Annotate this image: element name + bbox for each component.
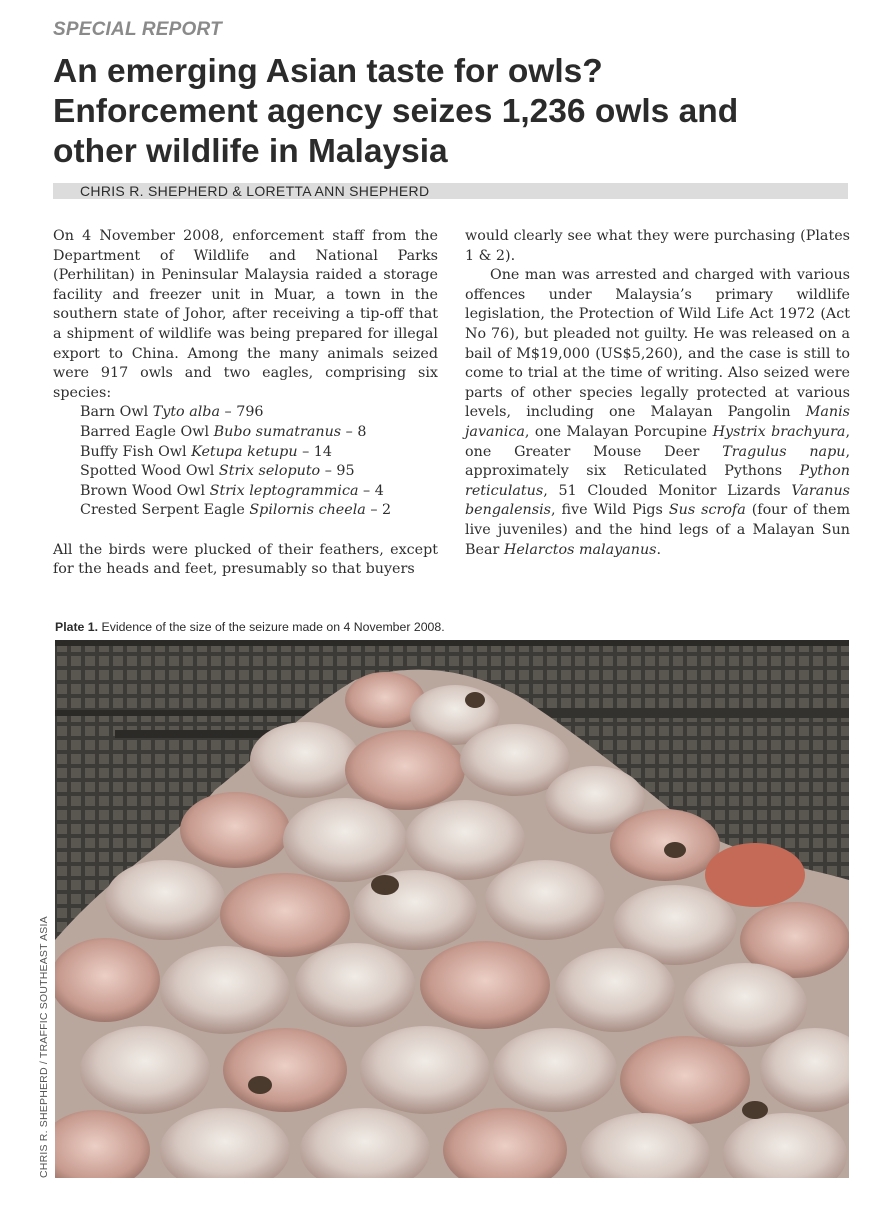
seizure-photo: [55, 640, 849, 1178]
photo-credit: CHRIS R. SHEPHERD / TRAFFIC SOUTHEAST ASIA: [38, 916, 50, 1178]
byline: CHRIS R. SHEPHERD & LORETTA ANN SHEPHERD: [80, 183, 430, 199]
intro-paragraph: On 4 November 2008, enforcement staff from the Department of Wildlife and National Parks (Perhilitan) in Peninsular Malaysia raided a storage facility and freezer unit in Muar, a town in the southern state of Johor, after receiving a tip-off that a shipment of wildlife was being prepared for illegal export to China. Among the many animals seized were 917 owls and two eagles, comprising six species:: [53, 228, 438, 401]
birds-paragraph: All the birds were plucked of their feathers, except for the heads and feet, presumably so that buyers: [53, 541, 438, 578]
species-list: [53, 403, 438, 521]
continuation-paragraph: would clearly see what they were purchasing (Plates 1 & 2).: [465, 228, 850, 264]
headline-line-1: An emerging Asian taste for owls?: [53, 53, 603, 90]
species-item: Crested Serpent Eagle Spilornis cheela – 2: [80, 502, 392, 519]
caption-text: Evidence of the size of the seizure made on 4 November 2008.: [98, 620, 445, 634]
article-headline: [53, 52, 853, 172]
figure-caption: [55, 620, 445, 634]
section-label: SPECIAL REPORT: [53, 19, 222, 40]
caption-label: Plate 1.: [55, 620, 99, 634]
left-column: [53, 227, 438, 580]
right-column: [465, 227, 850, 560]
species-item: Spotted Wood Owl Strix seloputo – 95: [80, 463, 355, 480]
species-item: Barred Eagle Owl Bubo sumatranus – 8: [80, 423, 367, 440]
headline-line-2: Enforcement agency seizes 1,236 owls and: [53, 93, 739, 130]
species-item: Brown Wood Owl Strix leptogrammica – 4: [80, 482, 384, 499]
seizure-photo-illustration: [55, 640, 849, 1178]
arrest-paragraph: One man was arrested and charged with various offences under Malaysia’s primary wildlife legislation, the Protection of Wild Life Act 1972 (Act No 76), but pleaded not guilty. He was released on a bail of M$19,000 (US$5,260), and the case is still to come to trial at the time of writing. Also seized were parts of other species legally protected at various levels, including one Malayan Pangolin Manis javanica, one Malayan Porcupine Hystrix brachyura, one Greater Mouse Deer Tragulus napu, approximately six Reticulated Pythons Python reticulatus, 51 Clouded Monitor Lizards Varanus bengalensis, five Wild Pigs Sus scrofa (four of them live juveniles) and the hind legs of a Malayan Sun Bear Helarctos malayanus.: [465, 267, 850, 558]
species-item: Barn Owl Tyto alba – 796: [80, 404, 264, 421]
headline-line-3: other wildlife in Malaysia: [53, 133, 448, 170]
species-item: Buffy Fish Owl Ketupa ketupu – 14: [80, 443, 332, 460]
